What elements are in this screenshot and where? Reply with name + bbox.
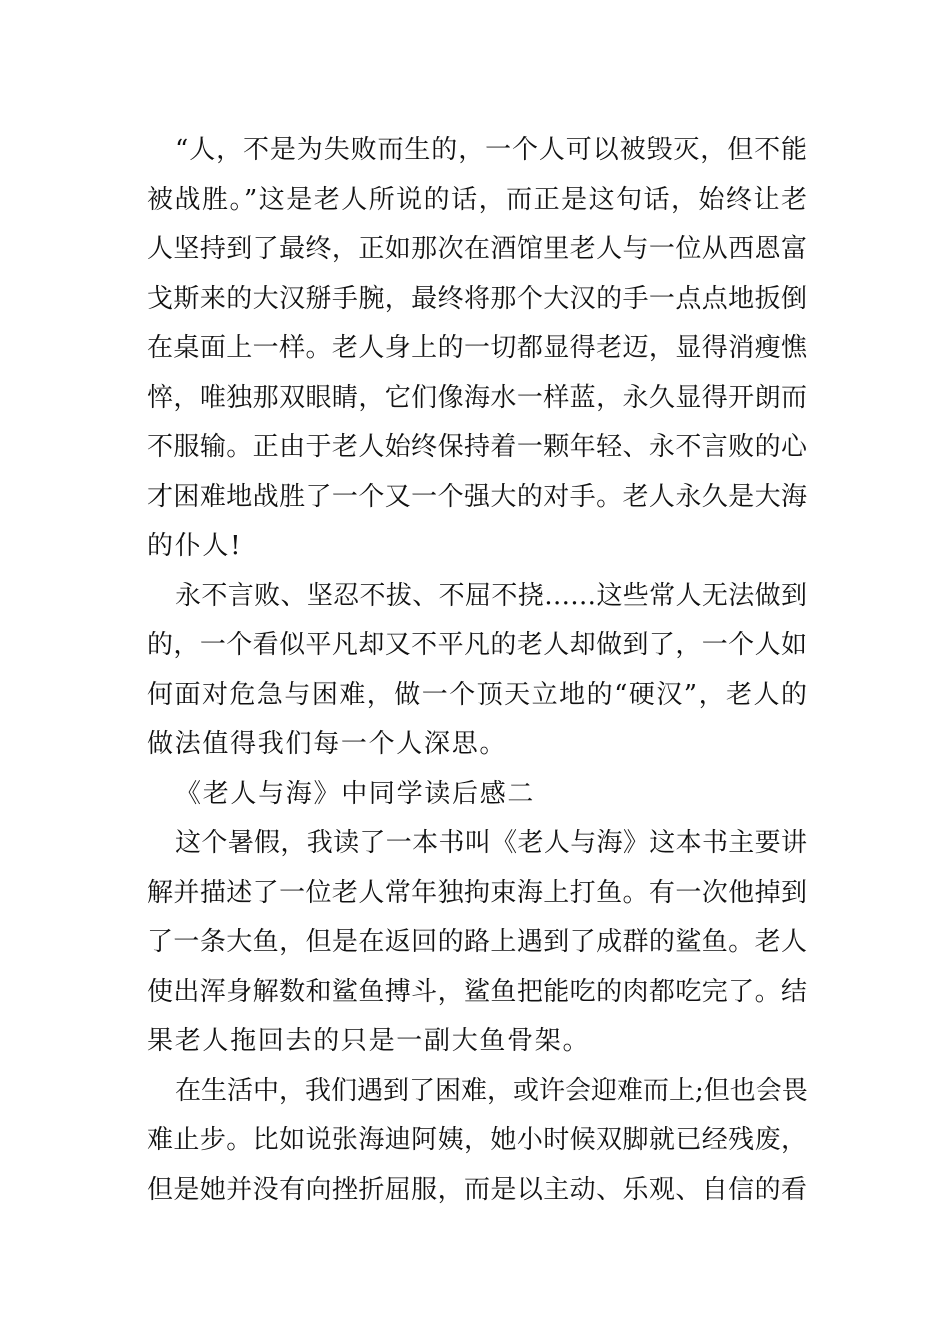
section-title: 《老人与海》中同学读后感二	[175, 778, 536, 809]
text-line: 但是她并没有向挫折屈服，而是以主动、乐观、自信的看	[147, 1174, 807, 1205]
text-line: 难止步。比如说张海迪阿姨，她小时候双脚就已经残废，	[147, 1125, 807, 1155]
text-line: 在生活中，我们遇到了困难，或许会迎难而上;但也会畏	[175, 1075, 808, 1106]
text-line: 悴，唯独那双眼睛，它们像海水一样蓝，永久显得开朗而	[147, 382, 807, 413]
text-line: 解并描述了一位老人常年独拘束海上打鱼。有一次他掉到	[147, 877, 807, 908]
text-line: 被战胜。”这是老人所说的话，而正是这句话，始终让老	[147, 184, 807, 215]
text-line: 戈斯来的大汉掰手腕，最终将那个大汉的手一点点地扳倒	[147, 283, 807, 314]
text-line: 何面对危急与困难，做一个顶天立地的“硬汉”，老人的	[147, 679, 807, 710]
text-line: 的，一个看似平凡却又不平凡的老人却做到了，一个人如	[147, 630, 807, 660]
text-line: 果老人拖回去的只是一副大鱼骨架。	[147, 1026, 591, 1056]
text-line: “人，不是为失败而生的，一个人可以被毁灭，但不能	[175, 135, 807, 165]
text-line: 人坚持到了最终，正如那次在酒馆里老人与一位从西恩富	[147, 234, 807, 264]
text-line: 做法值得我们每一个人深思。	[147, 729, 508, 759]
text-line: 了一条大鱼，但是在返回的路上遇到了成群的鲨鱼。老人	[147, 927, 807, 957]
text-line: 这个暑假，我读了一本书叫《老人与海》这本书主要讲	[175, 828, 807, 858]
text-line: 使出浑身解数和鲨鱼搏斗，鲨鱼把能吃的肉都吃完了。结	[147, 976, 807, 1007]
text-line: 才困难地战胜了一个又一个强大的对手。老人永久是大海	[147, 481, 807, 512]
text-line: 永不言败、坚忍不拔、不屈不挠……这些常人无法做到	[175, 580, 807, 611]
essay-body	[147, 126, 807, 1215]
text-line: 的仆人!	[147, 531, 243, 561]
text-line: 不服输。正由于老人始终保持着一颗年轻、永不言败的心	[147, 432, 807, 462]
text-line: 在桌面上一样。老人身上的一切都显得老迈，显得消瘦憔	[147, 333, 807, 363]
